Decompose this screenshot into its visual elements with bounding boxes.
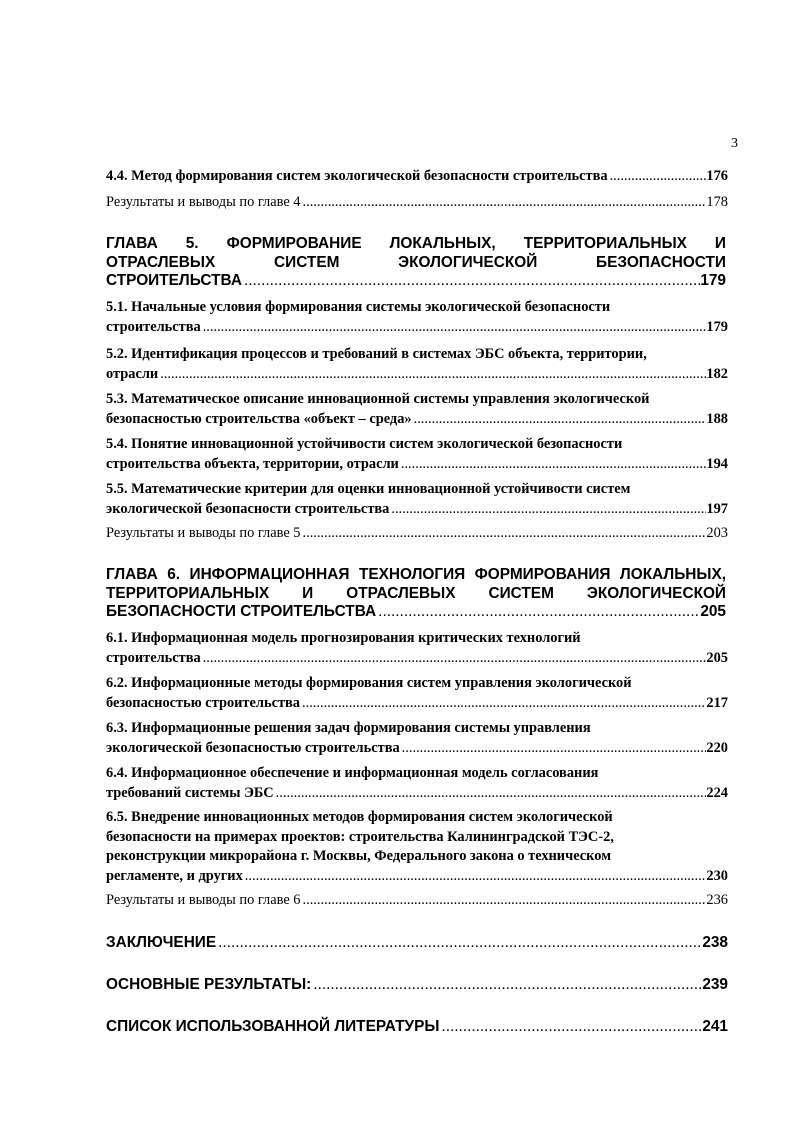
toc-entry-6-5[interactable] [106, 808, 728, 886]
dot-leader [243, 867, 707, 887]
toc-entry-line: безопасностью строительства [106, 694, 300, 711]
toc-chapter-line: ОТРАСЛЕВЫХ СИСТЕМ ЭКОЛОГИЧЕСКОЙ БЕЗОПАСНОСТИ [106, 253, 726, 271]
dot-leader [242, 272, 700, 291]
toc-page-number: 217 [706, 694, 728, 711]
toc-entry-4-4[interactable] [106, 167, 728, 187]
toc-entry-line: экологической безопасности строительства [106, 500, 390, 517]
toc-entry-line: 5.1. Начальные условия формирования системы экологической безопасности [106, 299, 611, 315]
toc-entry-6-1[interactable] [106, 629, 728, 668]
toc-page-number: 205 [700, 603, 726, 620]
toc-entry-line: 5.3. Математическое описание инновационной системы управления экологической [106, 391, 650, 407]
toc-chapter-line: ТЕРРИТОРИАЛЬНЫХ И ОТРАСЛЕВЫХ СИСТЕМ ЭКОЛОГИЧЕСКОЙ [106, 584, 726, 602]
toc-chapter-line: ГЛАВА 5. ФОРМИРОВАНИЕ ЛОКАЛЬНЫХ, ТЕРРИТОРИАЛЬНЫХ И [106, 235, 726, 252]
dot-leader [412, 410, 707, 430]
dot-leader [201, 649, 707, 669]
toc-entry-results-4[interactable] [106, 193, 728, 213]
toc-page-number: 205 [706, 649, 728, 666]
toc-chapter-line: БЕЗОПАСНОСТИ СТРОИТЕЛЬСТВА [106, 603, 377, 620]
toc-entry-6-2[interactable] [106, 674, 728, 713]
toc-entry-5-3[interactable] [106, 390, 728, 429]
toc-page-number: 203 [706, 525, 728, 541]
toc-chapter-line: ГЛАВА 6. ИНФОРМАЦИОННАЯ ТЕХНОЛОГИЯ ФОРМИРОВАНИЯ ЛОКАЛЬНЫХ, [106, 566, 726, 583]
dot-leader [274, 784, 707, 804]
toc-page-number: 238 [702, 934, 728, 951]
toc-entry-line: 6.3. Информационные решения задач формирования системы управления [106, 720, 591, 736]
toc-entry-label: СПИСОК ИСПОЛЬЗОВАННОЙ ЛИТЕРАТУРЫ [106, 1018, 440, 1035]
toc-entry-line: 5.5. Математические критерии для оценки инновационной устойчивости систем [106, 481, 631, 497]
toc-page-number: 197 [706, 500, 728, 517]
toc-page-number: 188 [706, 410, 728, 427]
toc-entry-label: 4.4. Метод формирования систем экологической безопасности строительства [106, 168, 608, 184]
toc-page-number: 176 [706, 168, 728, 184]
toc-entry-5-1[interactable] [106, 298, 728, 337]
toc-entry-label: ОСНОВНЫЕ РЕЗУЛЬТАТЫ: [106, 976, 312, 993]
toc-page-number: 194 [706, 455, 728, 472]
toc-page-number: 230 [706, 867, 728, 884]
page-number: 3 [731, 136, 738, 151]
dot-leader [608, 167, 707, 187]
toc-entry-results-5[interactable] [106, 524, 728, 544]
toc-page-number: 224 [706, 784, 728, 801]
toc-entry-5-5[interactable] [106, 480, 728, 519]
toc-page-number: 179 [700, 272, 726, 289]
toc-page-number: 178 [706, 194, 728, 210]
toc-page-number: 179 [706, 318, 728, 335]
dot-leader [376, 603, 700, 622]
toc-entry-line: реконструкции микрорайона г. Москвы, Федерального закона о техническом [106, 848, 611, 864]
dot-leader [301, 524, 707, 544]
toc-chapter-6[interactable] [106, 566, 726, 622]
toc-entry-line: безопасностью строительства «объект – среда» [106, 410, 412, 427]
toc-entry-line: строительства [106, 318, 201, 335]
toc-entry-references[interactable] [106, 1017, 728, 1037]
toc-entry-label: Результаты и выводы по главе 6 [106, 892, 301, 908]
toc-entry-conclusion[interactable] [106, 933, 728, 953]
toc-page-number: 236 [706, 892, 728, 908]
toc-chapter-5[interactable] [106, 235, 726, 291]
toc-page-number: 241 [702, 1018, 728, 1035]
toc-page-number: 182 [706, 365, 728, 382]
toc-chapter-line: СТРОИТЕЛЬСТВА [106, 272, 242, 289]
toc-entry-line: безопасности на примерах проектов: строительства Калининградской ТЭС-2, [106, 828, 614, 845]
toc-entry-line: регламенте, и других [106, 867, 243, 884]
toc-entry-line: 6.4. Информационное обеспечение и информационная модель согласования [106, 765, 599, 781]
dot-leader [311, 975, 702, 995]
dot-leader [216, 933, 702, 953]
toc-entry-results-6[interactable] [106, 891, 728, 911]
toc-page-number: 220 [706, 739, 728, 756]
toc-page-number: 239 [702, 976, 728, 993]
dot-leader [439, 1017, 702, 1037]
toc-entry-line: строительства [106, 649, 201, 666]
toc-entry-label: Результаты и выводы по главе 4 [106, 194, 301, 210]
toc-entry-line: 5.4. Понятие инновационной устойчивости систем экологической безопасности [106, 436, 623, 452]
toc-entry-5-2[interactable] [106, 345, 728, 384]
dot-leader [389, 500, 706, 520]
toc-entry-line: 6.5. Внедрение инновационных методов формирования систем экологической [106, 809, 613, 825]
toc-entry-line: требований системы ЭБС [106, 784, 274, 801]
toc-entry-6-3[interactable] [106, 719, 728, 758]
toc-entry-line: 6.2. Информационные методы формирования систем управления экологической [106, 675, 632, 691]
dot-leader [158, 365, 706, 385]
dot-leader [400, 739, 707, 759]
dot-leader [399, 455, 707, 475]
toc-entry-line: строительства объекта, территории, отрасли [106, 455, 399, 472]
toc-entry-line: 6.1. Информационная модель прогнозирования критических технологий [106, 630, 581, 646]
toc-entry-label: ЗАКЛЮЧЕНИЕ [106, 934, 217, 951]
dot-leader [300, 694, 706, 714]
toc-entry-main-results[interactable] [106, 975, 728, 995]
toc-entry-6-4[interactable] [106, 764, 728, 803]
toc-entry-5-4[interactable] [106, 435, 728, 474]
toc-entry-label: Результаты и выводы по главе 5 [106, 525, 301, 541]
toc-entry-line: 5.2. Идентификация процессов и требований в системах ЭБС объекта, территории, [106, 346, 647, 362]
dot-leader [201, 318, 707, 338]
toc-entry-line: экологической безопасностью строительства [106, 739, 400, 756]
toc-entry-line: отрасли [106, 365, 159, 382]
dot-leader [301, 193, 707, 213]
dot-leader [301, 891, 707, 911]
